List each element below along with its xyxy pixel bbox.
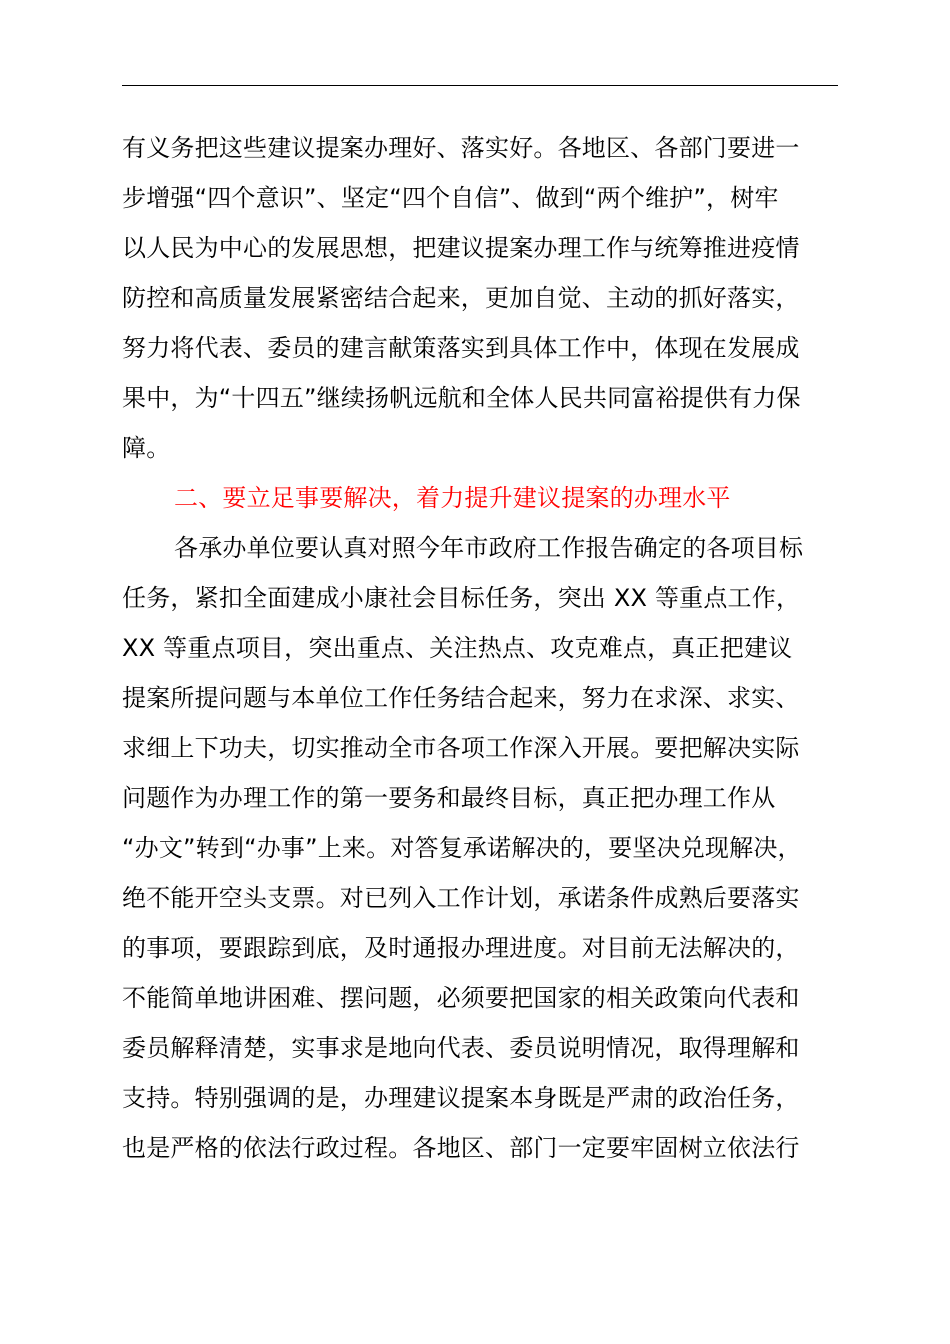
text-line: 防控和高质量发展紧密结合起来，更加自觉、主动的抓好落实， [122, 284, 800, 312]
paragraph-section-two [122, 523, 838, 1173]
text-line: “办文”转到“办事”上来。对答复承诺解决的，要坚决兑现解决， [122, 834, 802, 862]
text-line: 支持。特别强调的是，办理建议提案本身既是严肃的政治任务， [122, 1084, 800, 1112]
document-body [122, 123, 838, 1173]
text-line: XX 等重点项目，突出重点、关注热点、攻克难点，真正把建议 [122, 634, 793, 662]
text-line: 有义务把这些建议提案办理好、落实好。各地区、各部门要进一 [122, 134, 800, 162]
text-line: 也是严格的依法行政过程。各地区、部门一定要牢固树立依法行 [122, 1134, 800, 1162]
section-heading: 二、要立足事要解决，着力提升建议提案的办理水平 [174, 484, 731, 512]
text-line: 求细上下功夫，切实推动全市各项工作深入开展。要把解决实际 [122, 734, 800, 762]
text-line: 绝不能开空头支票。对已列入工作计划，承诺条件成熟后要落实 [122, 884, 800, 912]
text-line: 任务，紧扣全面建成小康社会目标任务，突出 XX 等重点工作， [122, 584, 801, 612]
text-line: 步增强“四个意识”、坚定“四个自信”、做到“两个维护”，树牢 [122, 184, 779, 212]
text-line: 问题作为办理工作的第一要务和最终目标，真正把办理工作从 [122, 784, 776, 812]
text-line: 努力将代表、委员的建言献策落实到具体工作中，体现在发展成 [122, 334, 800, 362]
paragraph-continued [122, 123, 838, 473]
text-line: 委员解释清楚，实事求是地向代表、委员说明情况，取得理解和 [122, 1034, 800, 1062]
text-line: 提案所提问题与本单位工作任务结合起来，努力在求深、求实、 [122, 684, 800, 712]
text-line: 不能简单地讲困难、摆问题，必须要把国家的相关政策向代表和 [122, 984, 800, 1012]
text-line: 各承办单位要认真对照今年市政府工作报告确定的各项目标 [174, 534, 804, 562]
text-line: 的事项，要跟踪到底，及时通报办理进度。对目前无法解决的， [122, 934, 800, 962]
text-line: 果中，为“十四五”继续扬帆远航和全体人民共同富裕提供有力保 [122, 384, 801, 412]
text-line: 障。 [122, 434, 171, 462]
text-line: 以人民为中心的发展思想，把建议提案办理工作与统筹推进疫情 [122, 234, 800, 262]
header-rule [122, 85, 838, 86]
